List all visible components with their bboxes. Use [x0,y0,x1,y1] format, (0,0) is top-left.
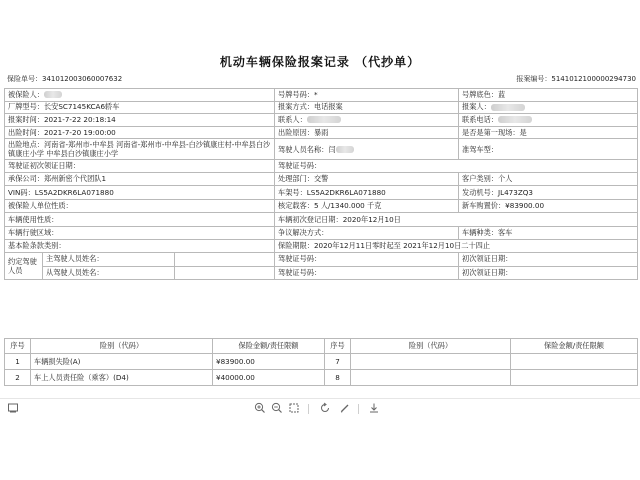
redacted-phone [498,116,532,123]
driving-area-cell: 车辆行驶区域： [5,226,275,240]
main-driver-first-license-cell: 初次领证日期： [459,253,638,267]
contact-phone-cell: 联系电话： [459,114,638,127]
row-amount: ¥83900.00 [213,354,325,370]
dispute-cell: 争议解决方式： [275,226,459,240]
bottom-blank-area [0,421,640,480]
main-driver-name-cell: 主驾驶人员姓名： [43,253,175,267]
accident-place-cell: 出险地点：河南省-郑州市-中牟县 河南省-郑州市-中牟县-白沙镇康庄村-中牟县白沙镇康庄小学 中牟县白沙镇康庄小学 [5,139,275,160]
zoom-in-icon[interactable] [253,402,267,416]
coverage-header-row [5,339,638,354]
row-coverage-2 [351,370,511,386]
edit-icon[interactable] [338,402,352,416]
header-coverage-2: 险别（代码） [351,339,511,354]
row-no: 1 [5,354,31,370]
toolbar-divider [308,404,309,414]
header-no: 序号 [5,339,31,354]
top-blank-area [0,0,640,46]
row-no-2: 7 [325,354,351,370]
vehicle-type-cell: 车辆种类：客车 [459,226,638,240]
redacted-insured [44,91,62,98]
row-no: 2 [5,370,31,386]
underwriter-cell: 承保公司：郑州新密个代团队1 [5,172,275,186]
report-number: 报案编号：5141012100000294730 [516,75,636,83]
header-amount: 保险金额/责任限额 [213,339,325,354]
redacted-reporter [491,104,525,111]
model-cell: 厂牌型号：长安SC7145KCA6轿车 [5,101,275,114]
header-no-2: 序号 [325,339,351,354]
plate-color-cell: 号牌底色：蓝 [459,89,638,102]
rotate-icon[interactable] [318,402,332,416]
handling-dept-cell: 处理部门：交警 [275,172,459,186]
report-time-cell: 报案时间：2021-7-22 20:18:14 [5,114,275,127]
accident-cause-cell: 出险原因：暴雨 [275,126,459,139]
row-coverage: 车上人员责任险（乘客）(D4) [31,370,213,386]
zoom-out-icon[interactable] [270,402,284,416]
fit-page-icon[interactable] [287,402,301,416]
secondary-driver-license-cell: 驾驶证号码： [275,266,459,280]
header-amount-2: 保险金额/责任限额 [511,339,638,354]
first-register-cell: 车辆初次登记日期：2020年12月10日 [275,213,638,227]
row-amount: ¥40000.00 [213,370,325,386]
save-icon[interactable] [6,402,20,416]
main-driver-name-value [175,253,275,267]
row-coverage-2 [351,354,511,370]
main-driver-license-cell: 驾驶证号码： [275,253,459,267]
vin-cell: VIN码：LS5A2DKR6LA071880 [5,186,275,200]
accident-time-cell: 出险时间：2021-7-20 19:00:00 [5,126,275,139]
reporter-cell: 报案人： [459,101,638,114]
plate-number-cell: 号牌号码：* [275,89,459,102]
download-icon[interactable] [367,402,381,416]
policy-number: 保险单号：341012003060007632 [7,75,123,83]
row-amount-2 [511,370,638,386]
customer-type-cell: 客户类别：个人 [459,172,638,186]
row-coverage: 车辆损失险(A) [31,354,213,370]
row-amount-2 [511,354,638,370]
insured-unit-cell: 被保险人单位性质： [5,199,275,213]
first-scene-cell: 是否是第一现场：是 [459,126,638,139]
contact-cell: 联系人： [275,114,459,127]
redacted-contact [307,116,341,123]
table-row [5,370,638,386]
usage-cell: 车辆使用性质： [5,213,275,227]
quasi-driving-cell: 准驾车型： [459,139,638,160]
rated-capacity-cell: 核定载客：5 人/1340.000 千克 [275,199,459,213]
license-first-date-cell: 驾驶证初次领证日期： [5,160,275,173]
report-form-table [4,88,638,280]
redacted-driver [336,146,354,153]
row-no-2: 8 [325,370,351,386]
insured-cell: 被保险人： [5,89,275,102]
document-title: 机动车辆保险报案记录 （代抄单） [219,55,421,69]
secondary-driver-first-license-cell: 初次领证日期： [459,266,638,280]
toolbar-divider [358,404,359,414]
driver-name-cell: 驾驶人员名称：闫 [275,139,459,160]
table-row [5,354,638,370]
engine-number-cell: 发动机号：JL473ZQ3 [459,186,638,200]
coverage-table [4,338,638,386]
secondary-driver-name-value [175,266,275,280]
header-coverage: 险别（代码） [31,339,213,354]
license-number-cell: 驾驶证号码： [275,160,638,173]
agreed-driver-cell: 约定驾驶人员 [5,253,43,280]
viewer-toolbar [0,398,640,421]
policy-period-cell: 保险期限：2020年12月11日零时起至 2021年12月10日二十四止 [275,240,638,253]
base-clause-cell: 基本险条款类别： [5,240,275,253]
new-car-price-cell: 新车购置价：¥83900.00 [459,199,638,213]
frame-number-cell: 车架号：LS5A2DKR6LA071880 [275,186,459,200]
report-method-cell: 报案方式：电话报案 [275,101,459,114]
secondary-driver-name-cell: 从驾驶人员姓名： [43,266,175,280]
